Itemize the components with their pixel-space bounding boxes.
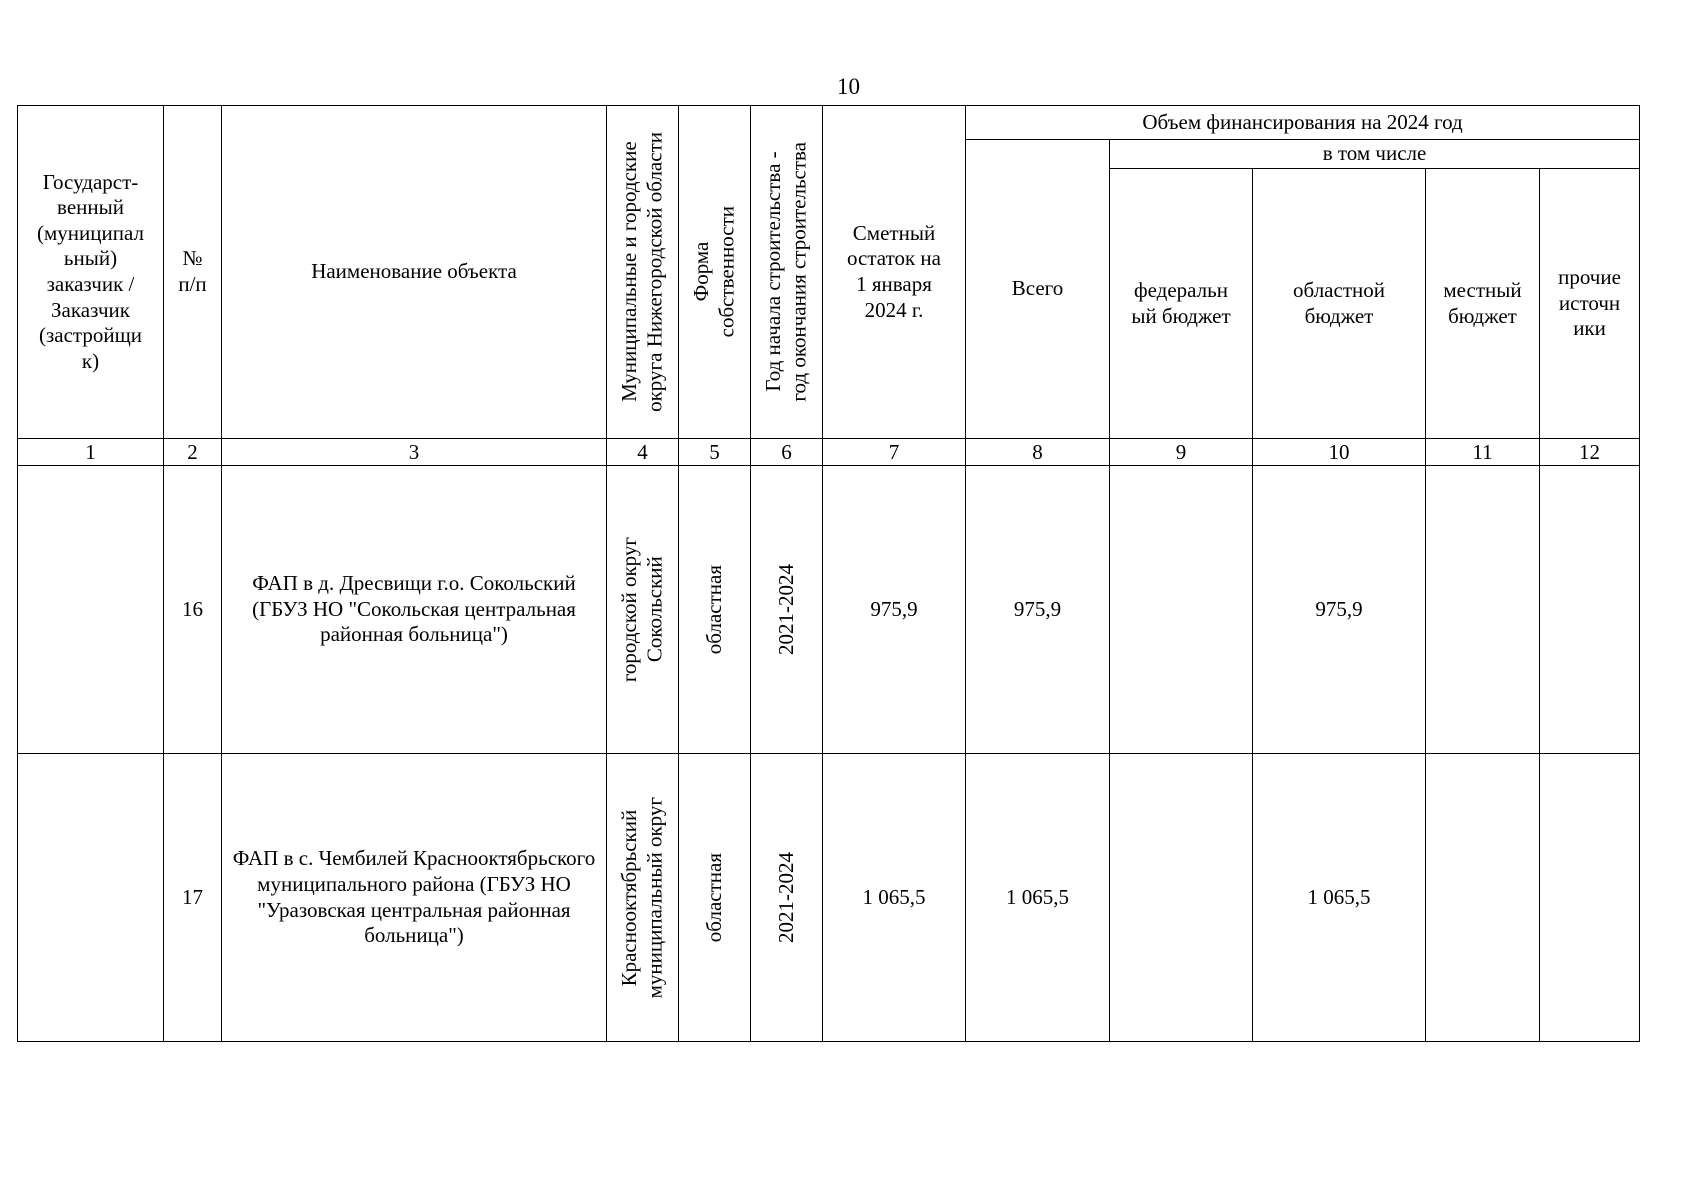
cell-estimate: 975,9 — [823, 466, 966, 754]
cell-ownership-label: областная — [701, 852, 726, 943]
column-number: 10 — [1253, 439, 1426, 466]
cell-other — [1540, 754, 1640, 1042]
column-number-row — [18, 439, 1640, 466]
column-number: 3 — [222, 439, 607, 466]
column-number: 8 — [966, 439, 1110, 466]
cell-regional: 1 065,5 — [1253, 754, 1426, 1042]
header-total: Всего — [966, 140, 1110, 439]
header-ownership-label: Форма собственности — [688, 206, 739, 338]
header-municipality-label: Муниципальные и городские округа Нижегородской области — [616, 132, 667, 412]
header-including: в том числе — [1110, 140, 1640, 169]
header-years — [751, 106, 823, 439]
cell-regional: 975,9 — [1253, 466, 1426, 754]
column-number: 9 — [1110, 439, 1253, 466]
cell-years — [751, 466, 823, 754]
cell-federal — [1110, 466, 1253, 754]
cell-total: 1 065,5 — [966, 754, 1110, 1042]
header-regional: областной бюджет — [1253, 169, 1426, 439]
cell-local — [1426, 754, 1540, 1042]
table-row — [18, 466, 1640, 754]
header-row-1 — [18, 106, 1640, 140]
cell-row-number: 16 — [164, 466, 222, 754]
cell-row-number: 17 — [164, 754, 222, 1042]
header-estimate: Сметный остаток на 1 января 2024 г. — [823, 106, 966, 439]
cell-municipality-label: Краснооктябрьский муниципальный округ — [616, 796, 667, 999]
header-other: прочие источн ики — [1540, 169, 1640, 439]
cell-years — [751, 754, 823, 1042]
header-municipality — [607, 106, 679, 439]
header-local: местный бюджет — [1426, 169, 1540, 439]
cell-customer — [18, 754, 164, 1042]
column-number: 5 — [679, 439, 751, 466]
column-number: 4 — [607, 439, 679, 466]
header-ownership — [679, 106, 751, 439]
construction-objects-table — [17, 105, 1640, 1042]
column-number: 12 — [1540, 439, 1640, 466]
page-number: 10 — [837, 74, 860, 99]
header-federal: федеральн ый бюджет — [1110, 169, 1253, 439]
cell-customer — [18, 466, 164, 754]
cell-federal — [1110, 754, 1253, 1042]
cell-ownership — [679, 754, 751, 1042]
header-funding-group: Объем финансирования на 2024 год — [966, 106, 1640, 140]
cell-ownership-label: областная — [701, 564, 726, 655]
cell-total: 975,9 — [966, 466, 1110, 754]
header-object-name: Наименование объекта — [222, 106, 607, 439]
cell-ownership — [679, 466, 751, 754]
cell-estimate: 1 065,5 — [823, 754, 966, 1042]
table-row — [18, 754, 1640, 1042]
cell-other — [1540, 466, 1640, 754]
column-number: 1 — [18, 439, 164, 466]
header-customer: Государст- венный (муниципал ьный) заказчик / Заказчик (застройщи к) — [18, 106, 164, 439]
column-number: 6 — [751, 439, 823, 466]
column-number: 11 — [1426, 439, 1540, 466]
column-number: 2 — [164, 439, 222, 466]
cell-municipality-label: городской округ Сокольский — [616, 536, 667, 683]
cell-years-label: 2021-2024 — [773, 852, 798, 943]
cell-municipality — [607, 754, 679, 1042]
column-number: 7 — [823, 439, 966, 466]
cell-municipality — [607, 466, 679, 754]
cell-object-name: ФАП в с. Чембилей Краснооктябрьского муниципального района (ГБУЗ НО "Уразовская центральная районная больница") — [222, 754, 607, 1042]
header-row-number: № п/п — [164, 106, 222, 439]
cell-object-name: ФАП в д. Дресвищи г.о. Сокольский (ГБУЗ НО "Сокольская центральная районная больница") — [222, 466, 607, 754]
header-years-label: Год начала строительства - год окончания строительства — [760, 142, 811, 402]
cell-local — [1426, 466, 1540, 754]
cell-years-label: 2021-2024 — [773, 564, 798, 655]
